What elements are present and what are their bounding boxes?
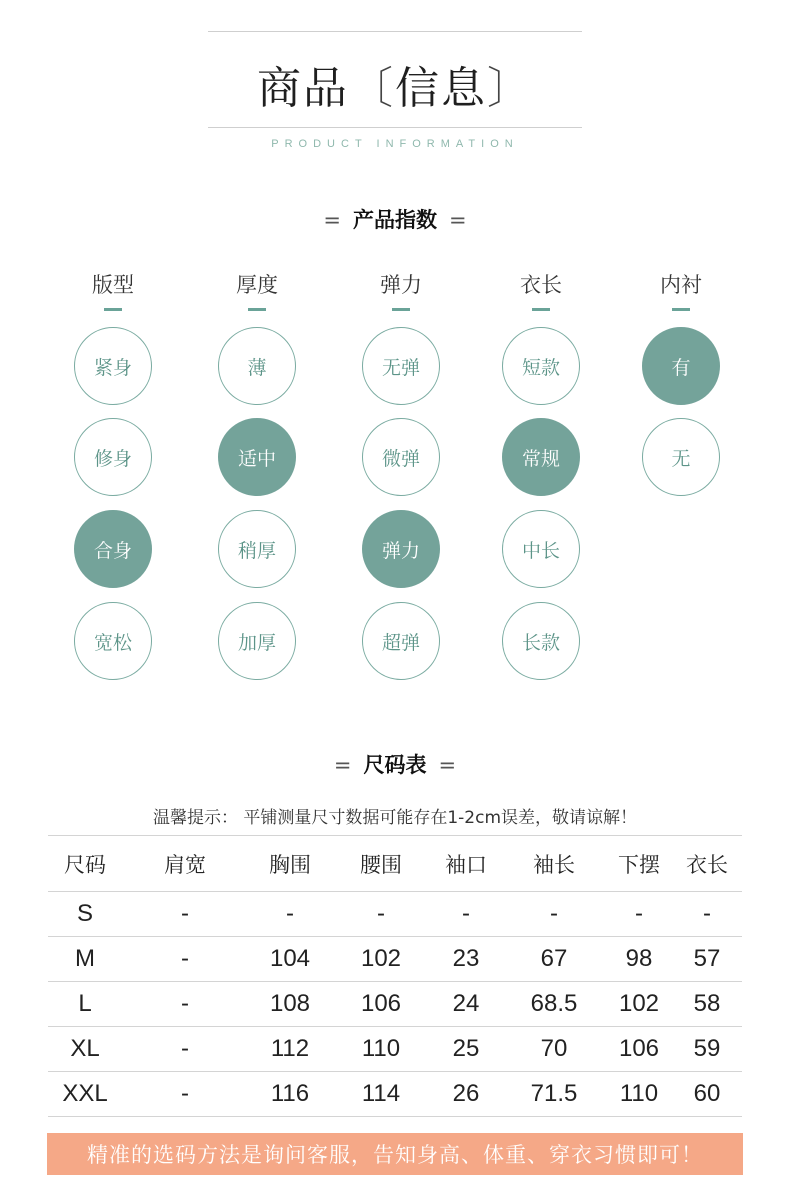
index-title-text: 产品指数 [353, 208, 437, 232]
header-cell: 袖口 [445, 852, 487, 877]
table-cell: - [377, 900, 385, 927]
index-column [217, 270, 297, 654]
table-cell: 110 [361, 1035, 401, 1062]
size-table [48, 835, 742, 1117]
table-cell: 58 [693, 990, 721, 1017]
bracket-open: 〔 [349, 63, 395, 114]
index-column-label: 内衬 [660, 273, 702, 297]
index-option-selected: 有 [642, 327, 720, 405]
table-cell: 26 [452, 1080, 480, 1107]
table-cell: S [76, 900, 93, 927]
column-underline [104, 308, 122, 311]
table-cell: 57 [693, 945, 721, 972]
eq-left: = [333, 753, 352, 777]
index-option: 无弹 [362, 327, 440, 405]
table-row [48, 937, 742, 982]
table-row [48, 1072, 742, 1117]
index-column [73, 270, 153, 654]
index-option-selected: 弹力 [362, 510, 440, 588]
table-cell: XL [70, 1035, 100, 1062]
eq-right: = [449, 208, 467, 232]
column-underline [532, 308, 550, 311]
table-cell: 116 [270, 1080, 310, 1107]
index-column-label: 版型 [92, 273, 134, 297]
index-option: 长款 [502, 602, 580, 680]
table-row [48, 892, 742, 937]
size-section-title [0, 749, 790, 779]
table-cell: 102 [360, 945, 402, 972]
column-underline [672, 308, 690, 311]
eq-left: = [323, 208, 341, 232]
sizing-tip-banner: 精准的选码方法是询问客服，告知身高、体重、穿衣习惯即可！ [47, 1133, 743, 1175]
table-cell: - [703, 900, 711, 927]
measurement-note: 温馨提示： 平铺测量尺寸数据可能存在1-2cm误差，敬请谅解！ [152, 808, 638, 828]
index-option: 稍厚 [218, 510, 296, 588]
table-cell: 98 [625, 945, 653, 972]
table-cell: XXL [62, 1080, 108, 1107]
table-cell: M [75, 945, 95, 972]
table-cell: 106 [360, 990, 402, 1017]
index-column [641, 270, 721, 470]
header-cell: 衣长 [686, 852, 728, 877]
bracket-close: 〕 [487, 63, 533, 114]
table-cell: - [635, 900, 643, 927]
header-cell: 袖长 [533, 852, 575, 877]
index-column [501, 270, 581, 654]
page-subtitle: PRODUCT INFORMATION [271, 138, 519, 150]
table-cell: - [181, 990, 189, 1017]
title-main: 商品 [257, 63, 349, 114]
table-row [48, 1027, 742, 1072]
index-option: 加厚 [218, 602, 296, 680]
table-cell: - [550, 900, 558, 927]
header-top-rule [208, 31, 582, 32]
index-option: 中长 [502, 510, 580, 588]
index-option: 修身 [74, 418, 152, 496]
table-cell: 106 [618, 1035, 660, 1062]
table-cell: 110 [619, 1080, 659, 1107]
table-cell: 102 [618, 990, 660, 1017]
table-cell: 108 [269, 990, 311, 1017]
table-header-row [48, 835, 742, 892]
table-cell: 59 [693, 1035, 721, 1062]
index-option: 超弹 [362, 602, 440, 680]
table-cell: - [181, 900, 189, 927]
table-cell: 71.5 [530, 1080, 578, 1107]
index-option-selected: 常规 [502, 418, 580, 496]
index-option: 宽松 [74, 602, 152, 680]
table-cell: 70 [540, 1035, 568, 1062]
table-cell: 68.5 [530, 990, 578, 1017]
header-cell: 腰围 [360, 852, 402, 877]
index-option: 微弹 [362, 418, 440, 496]
index-column [361, 270, 441, 654]
index-column-label: 衣长 [520, 273, 562, 297]
header-cell: 下摆 [618, 852, 660, 877]
header-cell: 胸围 [269, 852, 311, 877]
header-cell: 肩宽 [164, 852, 206, 877]
table-cell: L [78, 990, 92, 1017]
size-title-text: 尺码表 [363, 753, 427, 777]
table-cell: 112 [270, 1035, 310, 1062]
table-cell: - [181, 1035, 189, 1062]
index-option-selected: 适中 [218, 418, 296, 496]
table-cell: - [462, 900, 470, 927]
table-cell: 60 [693, 1080, 721, 1107]
index-section-title [0, 204, 790, 234]
table-cell: 114 [361, 1080, 401, 1107]
index-column-label: 弹力 [380, 273, 422, 297]
table-cell: 104 [269, 945, 311, 972]
index-option: 无 [642, 418, 720, 496]
table-cell: 24 [452, 990, 480, 1017]
index-column-label: 厚度 [236, 273, 278, 297]
title-accent: 信息 [395, 63, 487, 114]
index-option-selected: 合身 [74, 510, 152, 588]
table-cell: - [286, 900, 294, 927]
page-title [0, 52, 790, 116]
index-option: 短款 [502, 327, 580, 405]
table-row [48, 982, 742, 1027]
eq-right: = [438, 753, 457, 777]
column-underline [248, 308, 266, 311]
table-cell: - [181, 1080, 189, 1107]
table-cell: - [181, 945, 189, 972]
header-bottom-rule [208, 127, 582, 128]
index-option: 薄 [218, 327, 296, 405]
table-cell: 67 [540, 945, 568, 972]
index-option: 紧身 [74, 327, 152, 405]
table-cell: 23 [452, 945, 480, 972]
column-underline [392, 308, 410, 311]
table-cell: 25 [452, 1035, 480, 1062]
header-cell: 尺码 [64, 852, 106, 877]
